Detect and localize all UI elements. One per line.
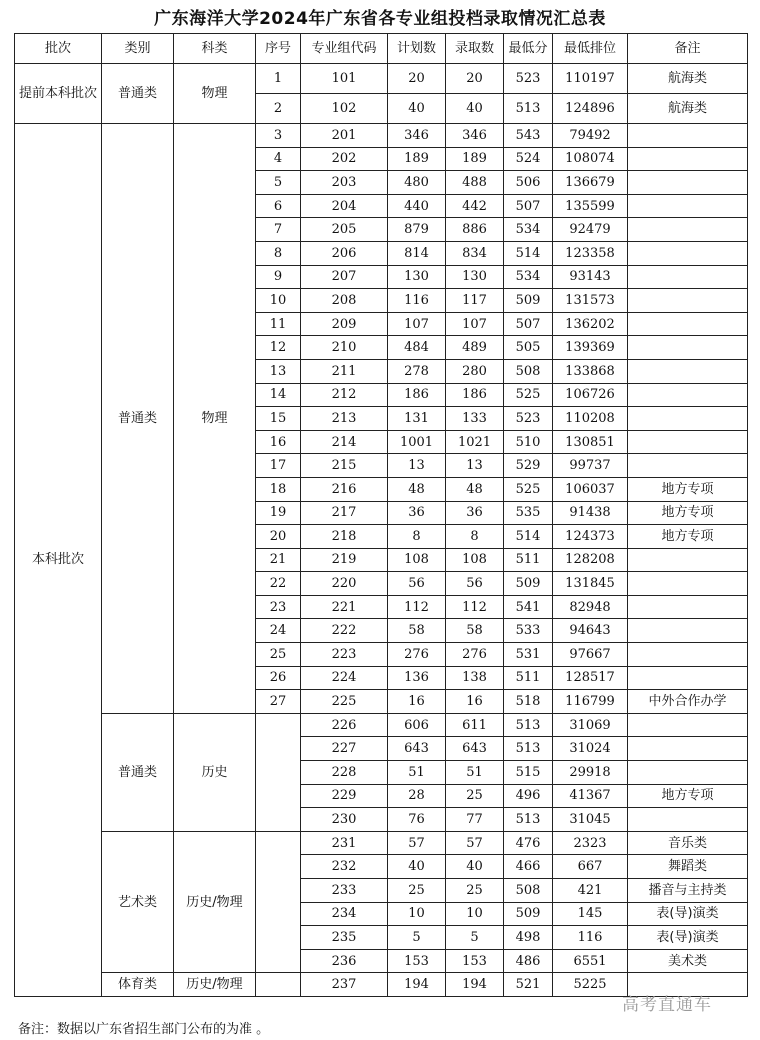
remark-cell: 音乐类: [628, 831, 748, 855]
seq-cell: 12: [256, 336, 301, 360]
header-cell: 备注: [628, 34, 748, 64]
plan-cell: 25: [388, 879, 446, 903]
min-rank-cell: 2323: [553, 831, 628, 855]
seq-cell: 16: [256, 430, 301, 454]
min-score-cell: 518: [504, 690, 553, 714]
min-score-cell: 509: [504, 289, 553, 313]
min-score-cell: 509: [504, 902, 553, 926]
admit-cell: 10: [446, 902, 504, 926]
min-score-cell: 534: [504, 265, 553, 289]
remark-cell: [628, 171, 748, 195]
min-score-cell: 505: [504, 336, 553, 360]
remark-cell: 舞蹈类: [628, 855, 748, 879]
min-rank-cell: 131573: [553, 289, 628, 313]
plan-cell: 57: [388, 831, 446, 855]
code-cell: 220: [301, 572, 388, 596]
min-rank-cell: 133868: [553, 359, 628, 383]
plan-cell: 40: [388, 855, 446, 879]
code-cell: 222: [301, 619, 388, 643]
code-cell: 101: [301, 64, 388, 94]
admit-cell: 108: [446, 548, 504, 572]
code-cell: 231: [301, 831, 388, 855]
seq-cell: 3: [256, 124, 301, 148]
min-rank-cell: 92479: [553, 218, 628, 242]
min-rank-cell: 116: [553, 926, 628, 950]
remark-cell: [628, 312, 748, 336]
admit-cell: 280: [446, 359, 504, 383]
plan-cell: 131: [388, 407, 446, 431]
admit-cell: 834: [446, 241, 504, 265]
table-row: [15, 713, 748, 737]
seq-cell: 22: [256, 572, 301, 596]
code-cell: 216: [301, 477, 388, 501]
min-score-cell: 515: [504, 761, 553, 785]
admit-cell: 112: [446, 595, 504, 619]
min-rank-cell: 116799: [553, 690, 628, 714]
code-cell: 221: [301, 595, 388, 619]
admit-cell: 40: [446, 855, 504, 879]
admit-cell: 489: [446, 336, 504, 360]
admit-cell: 643: [446, 737, 504, 761]
plan-cell: 10: [388, 902, 446, 926]
remark-cell: [628, 241, 748, 265]
min-score-cell: 513: [504, 713, 553, 737]
remark-cell: 表(导)演类: [628, 902, 748, 926]
admit-cell: 186: [446, 383, 504, 407]
code-cell: 232: [301, 855, 388, 879]
table-row: [15, 831, 748, 855]
min-rank-cell: 128517: [553, 666, 628, 690]
min-score-cell: 521: [504, 973, 553, 997]
min-rank-cell: 124896: [553, 94, 628, 124]
subject-cell: 物理: [174, 124, 256, 714]
code-cell: 230: [301, 808, 388, 832]
seq-cell: [256, 713, 301, 831]
min-rank-cell: 93143: [553, 265, 628, 289]
min-score-cell: 543: [504, 124, 553, 148]
admit-cell: 25: [446, 784, 504, 808]
header-row: [15, 34, 748, 64]
code-cell: 237: [301, 973, 388, 997]
min-rank-cell: 131845: [553, 572, 628, 596]
min-score-cell: 510: [504, 430, 553, 454]
header-cell: 专业组代码: [301, 34, 388, 64]
remark-cell: 中外合作办学: [628, 690, 748, 714]
plan-cell: 1001: [388, 430, 446, 454]
min-rank-cell: 135599: [553, 194, 628, 218]
seq-cell: 8: [256, 241, 301, 265]
plan-cell: 276: [388, 643, 446, 667]
min-rank-cell: 124373: [553, 525, 628, 549]
min-rank-cell: 110197: [553, 64, 628, 94]
remark-cell: 地方专项: [628, 784, 748, 808]
min-score-cell: 509: [504, 572, 553, 596]
min-rank-cell: 123358: [553, 241, 628, 265]
code-cell: 214: [301, 430, 388, 454]
min-score-cell: 531: [504, 643, 553, 667]
min-rank-cell: 99737: [553, 454, 628, 478]
code-cell: 227: [301, 737, 388, 761]
min-rank-cell: 31069: [553, 713, 628, 737]
subject-cell: 物理: [174, 64, 256, 124]
plan-cell: 76: [388, 808, 446, 832]
footnote: 备注：数据以广东省招生部门公布的为准 。: [18, 1022, 270, 1037]
admit-cell: 194: [446, 973, 504, 997]
min-score-cell: 507: [504, 194, 553, 218]
code-cell: 102: [301, 94, 388, 124]
remark-cell: 地方专项: [628, 501, 748, 525]
seq-cell: 15: [256, 407, 301, 431]
min-score-cell: 525: [504, 383, 553, 407]
batch-cell: 提前本科批次: [15, 64, 102, 124]
remark-cell: [628, 548, 748, 572]
header-cell: 序号: [256, 34, 301, 64]
seq-cell: 26: [256, 666, 301, 690]
admit-cell: 138: [446, 666, 504, 690]
admit-cell: 8: [446, 525, 504, 549]
remark-cell: 地方专项: [628, 477, 748, 501]
remark-cell: [628, 289, 748, 313]
admit-cell: 130: [446, 265, 504, 289]
seq-cell: 20: [256, 525, 301, 549]
plan-cell: 130: [388, 265, 446, 289]
category-cell: 体育类: [102, 973, 174, 997]
code-cell: 235: [301, 926, 388, 950]
min-score-cell: 506: [504, 171, 553, 195]
seq-cell: 19: [256, 501, 301, 525]
seq-cell: 7: [256, 218, 301, 242]
code-cell: 213: [301, 407, 388, 431]
plan-cell: 107: [388, 312, 446, 336]
plan-cell: 5: [388, 926, 446, 950]
min-score-cell: 541: [504, 595, 553, 619]
admit-cell: 51: [446, 761, 504, 785]
admit-cell: 36: [446, 501, 504, 525]
plan-cell: 51: [388, 761, 446, 785]
remark-cell: 表(导)演类: [628, 926, 748, 950]
admit-cell: 611: [446, 713, 504, 737]
min-rank-cell: 421: [553, 879, 628, 903]
plan-cell: 116: [388, 289, 446, 313]
min-rank-cell: 29918: [553, 761, 628, 785]
min-rank-cell: 106726: [553, 383, 628, 407]
plan-cell: 136: [388, 666, 446, 690]
admit-cell: 276: [446, 643, 504, 667]
seq-cell: 21: [256, 548, 301, 572]
plan-cell: 20: [388, 64, 446, 94]
header-cell: 科类: [174, 34, 256, 64]
remark-cell: [628, 454, 748, 478]
code-cell: 233: [301, 879, 388, 903]
min-score-cell: 514: [504, 241, 553, 265]
plan-cell: 440: [388, 194, 446, 218]
seq-cell: 14: [256, 383, 301, 407]
admit-cell: 886: [446, 218, 504, 242]
plan-cell: 153: [388, 949, 446, 973]
min-rank-cell: 110208: [553, 407, 628, 431]
remark-cell: 地方专项: [628, 525, 748, 549]
plan-cell: 189: [388, 147, 446, 171]
seq-cell: 6: [256, 194, 301, 218]
min-score-cell: 523: [504, 64, 553, 94]
code-cell: 206: [301, 241, 388, 265]
min-score-cell: 508: [504, 879, 553, 903]
remark-cell: [628, 761, 748, 785]
min-rank-cell: 97667: [553, 643, 628, 667]
code-cell: 217: [301, 501, 388, 525]
min-score-cell: 507: [504, 312, 553, 336]
category-cell: 普通类: [102, 64, 174, 124]
min-score-cell: 534: [504, 218, 553, 242]
admit-cell: 346: [446, 124, 504, 148]
plan-cell: 186: [388, 383, 446, 407]
table-row: [15, 64, 748, 94]
min-rank-cell: 6551: [553, 949, 628, 973]
min-score-cell: 529: [504, 454, 553, 478]
batch-cell: 本科批次: [15, 124, 102, 997]
plan-cell: 346: [388, 124, 446, 148]
remark-cell: [628, 619, 748, 643]
seq-cell: 9: [256, 265, 301, 289]
admit-cell: 488: [446, 171, 504, 195]
category-cell: 普通类: [102, 713, 174, 831]
admit-cell: 133: [446, 407, 504, 431]
code-cell: 201: [301, 124, 388, 148]
header-cell: 批次: [15, 34, 102, 64]
plan-cell: 16: [388, 690, 446, 714]
min-rank-cell: 106037: [553, 477, 628, 501]
header-cell: 最低排位: [553, 34, 628, 64]
min-score-cell: 524: [504, 147, 553, 171]
admit-cell: 40: [446, 94, 504, 124]
seq-cell: 5: [256, 171, 301, 195]
min-score-cell: 513: [504, 808, 553, 832]
min-rank-cell: 136202: [553, 312, 628, 336]
remark-cell: [628, 147, 748, 171]
table-title: 广东海洋大学2024年广东省各专业组投档录取情况汇总表: [154, 9, 606, 29]
code-cell: 236: [301, 949, 388, 973]
plan-cell: 643: [388, 737, 446, 761]
admission-table: [14, 33, 748, 997]
admit-cell: 20: [446, 64, 504, 94]
code-cell: 226: [301, 713, 388, 737]
plan-cell: 278: [388, 359, 446, 383]
remark-cell: [628, 808, 748, 832]
min-rank-cell: 82948: [553, 595, 628, 619]
plan-cell: 28: [388, 784, 446, 808]
min-score-cell: 486: [504, 949, 553, 973]
min-score-cell: 511: [504, 666, 553, 690]
min-score-cell: 523: [504, 407, 553, 431]
admit-cell: 77: [446, 808, 504, 832]
seq-cell: 13: [256, 359, 301, 383]
admit-cell: 117: [446, 289, 504, 313]
min-rank-cell: 108074: [553, 147, 628, 171]
min-score-cell: 525: [504, 477, 553, 501]
code-cell: 224: [301, 666, 388, 690]
admit-cell: 16: [446, 690, 504, 714]
code-cell: 223: [301, 643, 388, 667]
plan-cell: 56: [388, 572, 446, 596]
remark-cell: [628, 336, 748, 360]
admit-cell: 442: [446, 194, 504, 218]
min-rank-cell: 91438: [553, 501, 628, 525]
min-score-cell: 514: [504, 525, 553, 549]
subject-cell: 历史/物理: [174, 831, 256, 973]
plan-cell: 814: [388, 241, 446, 265]
seq-cell: 25: [256, 643, 301, 667]
min-rank-cell: 667: [553, 855, 628, 879]
min-rank-cell: 41367: [553, 784, 628, 808]
min-rank-cell: 136679: [553, 171, 628, 195]
seq-cell: 17: [256, 454, 301, 478]
remark-cell: [628, 572, 748, 596]
remark-cell: 美术类: [628, 949, 748, 973]
plan-cell: 879: [388, 218, 446, 242]
plan-cell: 194: [388, 973, 446, 997]
watermark: 高考直通车: [622, 995, 712, 1015]
remark-cell: [628, 666, 748, 690]
seq-cell: 27: [256, 690, 301, 714]
remark-cell: [628, 643, 748, 667]
code-cell: 209: [301, 312, 388, 336]
min-score-cell: 498: [504, 926, 553, 950]
plan-cell: 36: [388, 501, 446, 525]
remark-cell: 航海类: [628, 94, 748, 124]
code-cell: 210: [301, 336, 388, 360]
min-rank-cell: 139369: [553, 336, 628, 360]
seq-cell: 2: [256, 94, 301, 124]
min-score-cell: 496: [504, 784, 553, 808]
remark-cell: [628, 265, 748, 289]
min-rank-cell: 5225: [553, 973, 628, 997]
code-cell: 228: [301, 761, 388, 785]
code-cell: 211: [301, 359, 388, 383]
min-rank-cell: 145: [553, 902, 628, 926]
remark-cell: [628, 713, 748, 737]
plan-cell: 8: [388, 525, 446, 549]
remark-cell: [628, 383, 748, 407]
plan-cell: 13: [388, 454, 446, 478]
plan-cell: 108: [388, 548, 446, 572]
min-score-cell: 466: [504, 855, 553, 879]
code-cell: 225: [301, 690, 388, 714]
admit-cell: 153: [446, 949, 504, 973]
category-cell: 艺术类: [102, 831, 174, 973]
seq-cell: 24: [256, 619, 301, 643]
plan-cell: 606: [388, 713, 446, 737]
code-cell: 202: [301, 147, 388, 171]
seq-cell: [256, 973, 301, 997]
code-cell: 207: [301, 265, 388, 289]
remark-cell: 航海类: [628, 64, 748, 94]
remark-cell: [628, 194, 748, 218]
admit-cell: 56: [446, 572, 504, 596]
code-cell: 204: [301, 194, 388, 218]
subject-cell: 历史: [174, 713, 256, 831]
code-cell: 219: [301, 548, 388, 572]
header-cell: 计划数: [388, 34, 446, 64]
min-rank-cell: 128208: [553, 548, 628, 572]
seq-cell: 11: [256, 312, 301, 336]
code-cell: 234: [301, 902, 388, 926]
admit-cell: 107: [446, 312, 504, 336]
remark-cell: 播音与主持类: [628, 879, 748, 903]
header-cell: 最低分: [504, 34, 553, 64]
code-cell: 218: [301, 525, 388, 549]
min-rank-cell: 31024: [553, 737, 628, 761]
min-rank-cell: 31045: [553, 808, 628, 832]
plan-cell: 58: [388, 619, 446, 643]
min-score-cell: 535: [504, 501, 553, 525]
admit-cell: 57: [446, 831, 504, 855]
seq-cell: 10: [256, 289, 301, 313]
seq-cell: 18: [256, 477, 301, 501]
admit-cell: 189: [446, 147, 504, 171]
admit-cell: 5: [446, 926, 504, 950]
min-score-cell: 476: [504, 831, 553, 855]
header-cell: 录取数: [446, 34, 504, 64]
min-score-cell: 508: [504, 359, 553, 383]
seq-cell: [256, 831, 301, 973]
admit-cell: 13: [446, 454, 504, 478]
min-rank-cell: 79492: [553, 124, 628, 148]
remark-cell: [628, 359, 748, 383]
admit-cell: 58: [446, 619, 504, 643]
remark-cell: [628, 407, 748, 431]
code-cell: 212: [301, 383, 388, 407]
plan-cell: 480: [388, 171, 446, 195]
min-rank-cell: 130851: [553, 430, 628, 454]
plan-cell: 112: [388, 595, 446, 619]
remark-cell: [628, 430, 748, 454]
code-cell: 215: [301, 454, 388, 478]
table-row: [15, 124, 748, 148]
seq-cell: 1: [256, 64, 301, 94]
seq-cell: 23: [256, 595, 301, 619]
plan-cell: 484: [388, 336, 446, 360]
table-body: [15, 64, 748, 997]
min-rank-cell: 94643: [553, 619, 628, 643]
remark-cell: [628, 737, 748, 761]
admit-cell: 48: [446, 477, 504, 501]
remark-cell: [628, 595, 748, 619]
plan-cell: 40: [388, 94, 446, 124]
remark-cell: [628, 124, 748, 148]
remark-cell: [628, 218, 748, 242]
subject-cell: 历史/物理: [174, 973, 256, 997]
min-score-cell: 513: [504, 737, 553, 761]
admit-cell: 1021: [446, 430, 504, 454]
header-cell: 类别: [102, 34, 174, 64]
code-cell: 208: [301, 289, 388, 313]
plan-cell: 48: [388, 477, 446, 501]
code-cell: 229: [301, 784, 388, 808]
admit-cell: 25: [446, 879, 504, 903]
category-cell: 普通类: [102, 124, 174, 714]
code-cell: 203: [301, 171, 388, 195]
seq-cell: 4: [256, 147, 301, 171]
min-score-cell: 533: [504, 619, 553, 643]
min-score-cell: 511: [504, 548, 553, 572]
code-cell: 205: [301, 218, 388, 242]
min-score-cell: 513: [504, 94, 553, 124]
